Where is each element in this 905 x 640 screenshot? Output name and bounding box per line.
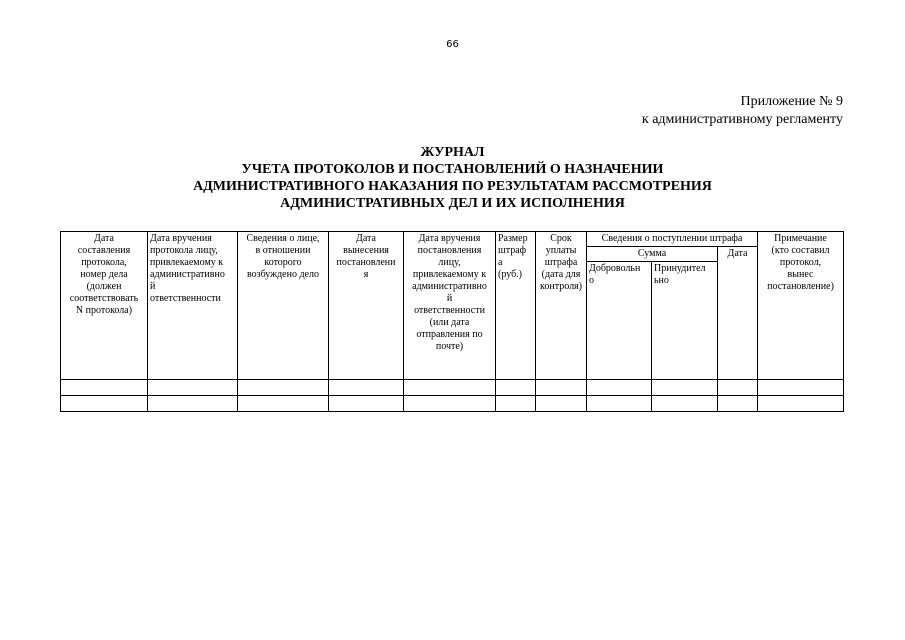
- table-cell: [652, 396, 718, 412]
- table-cell: [536, 396, 587, 412]
- header-voluntary: Добровольн о: [587, 262, 652, 380]
- table-cell: [718, 380, 758, 396]
- table-cell: [61, 380, 148, 396]
- header-date-decision: Дата вынесения постановлени я: [329, 232, 404, 380]
- appendix-title: Приложение № 9: [740, 94, 843, 109]
- title-line-1: ЖУРНАЛ: [420, 145, 485, 160]
- page-number: 66: [446, 39, 459, 50]
- document-title: [0, 144, 905, 212]
- header-forced: Принудител ьно: [652, 262, 718, 380]
- header-person-info: Сведения о лице, в отношении которого возбуждено дело: [238, 232, 329, 380]
- table-cell: [496, 396, 536, 412]
- table-cell: [238, 396, 329, 412]
- table-cell: [404, 380, 496, 396]
- table-row: [61, 396, 844, 412]
- header-date-delivery-decision: Дата вручения постановления лицу, привлекаемому к административно й ответственности (или дата отправления по почте): [404, 232, 496, 380]
- table-cell: [758, 396, 844, 412]
- table-cell: [496, 380, 536, 396]
- title-line-4: АДМИНИСТРАТИВНЫХ ДЕЛ И ИХ ИСПОЛНЕНИЯ: [280, 196, 625, 211]
- header-fine-amount: Размер штраф а (руб.): [496, 232, 536, 380]
- header-note: Примечание (кто составил протокол, вынес постановление): [758, 232, 844, 380]
- table-cell: [536, 380, 587, 396]
- table-cell: [587, 396, 652, 412]
- table-cell: [148, 380, 238, 396]
- title-line-2: УЧЕТА ПРОТОКОЛОВ И ПОСТАНОВЛЕНИЙ О НАЗНАЧЕНИИ: [241, 162, 664, 177]
- header-payment-term: Срок уплаты штрафа (дата для контроля): [536, 232, 587, 380]
- journal-table: [60, 231, 844, 412]
- table-cell: [758, 380, 844, 396]
- header-date-delivery-protocol: Дата вручения протокола лицу, привлекаемому к административно й ответственности: [148, 232, 238, 380]
- title-line-3: АДМИНИСТРАТИВНОГО НАКАЗАНИЯ ПО РЕЗУЛЬТАТАМ РАССМОТРЕНИЯ: [193, 179, 712, 194]
- table-row: [61, 380, 844, 396]
- table-cell: [238, 380, 329, 396]
- table-cell: [652, 380, 718, 396]
- table-cell: [61, 396, 148, 412]
- appendix-header: [642, 93, 843, 129]
- table-cell: [329, 396, 404, 412]
- header-date-protocol: Дата составления протокола, номер дела (должен соответствовать N протокола): [61, 232, 148, 380]
- table-cell: [329, 380, 404, 396]
- table-cell: [148, 396, 238, 412]
- appendix-subtitle: к административному регламенту: [641, 112, 843, 127]
- table-cell: [587, 380, 652, 396]
- table-cell: [404, 396, 496, 412]
- table-cell: [718, 396, 758, 412]
- header-date: Дата: [718, 247, 758, 380]
- header-sum: Сумма: [587, 247, 718, 262]
- header-fine-receipt: Сведения о поступлении штрафа: [587, 232, 758, 247]
- table-header-row-1: [61, 232, 844, 247]
